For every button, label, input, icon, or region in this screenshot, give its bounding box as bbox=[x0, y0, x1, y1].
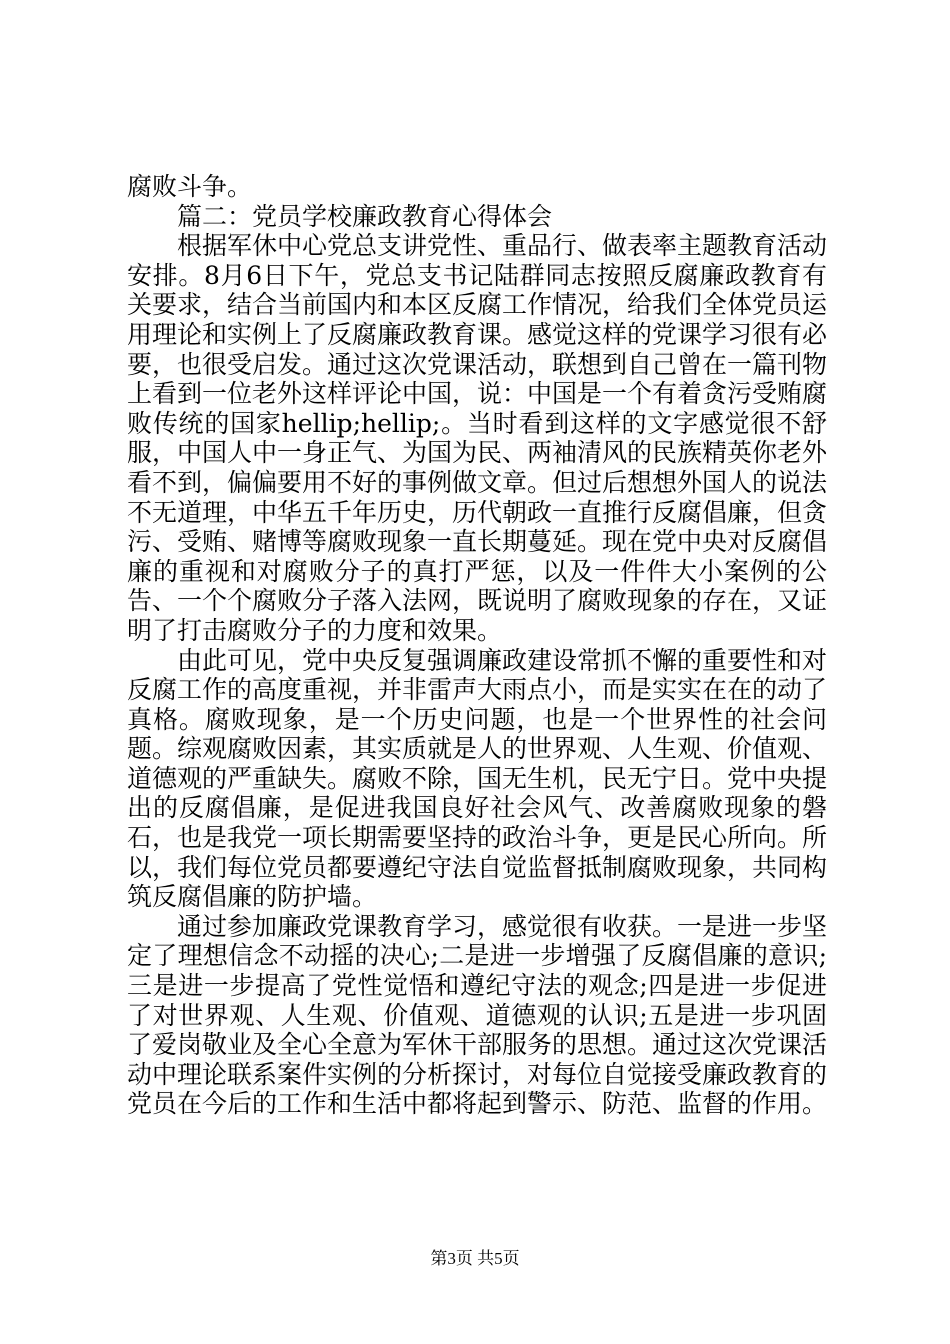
paragraph-continuation: 腐败斗争。 bbox=[127, 172, 253, 201]
paragraph: 通过参加廉政党课教育学习，感觉很有收获。一是进一步坚定了理想信念不动摇的决心;二是进一步增强了反腐倡廉的意识;三是进一步提高了党性觉悟和遵纪守法的观念;四是进一步促进了对世界观、人生观、价值观、道德观的认识;五是进一步巩固了爱岗敬业及全心全意为军休干部服务的思想。通过这次党课活动中理论联系案件实例的分析探讨，对每位自觉接受廉政教育的党员在今后的工作和生活中都将起到警示、防范、监督的作用。 bbox=[127, 911, 828, 1119]
document-body bbox=[127, 172, 827, 1119]
paragraph: 根据军休中心党总支讲党性、重品行、做表率主题教育活动安排。8月6日下午，党总支书记陆群同志按照反腐廉政教育有关要求，结合当前国内和本区反腐工作情况，给我们全体党员运用理论和实例上了反腐廉政教育课。感觉这样的党课学习很有必要，也很受启发。通过这次党课活动，联想到自己曾在一篇刊物上看到一位老外这样评论中国，说：中国是一个有着贪污受贿腐败传统的国家hellip;hellip;。当时看到这样的文字感觉很不舒服，中国人中一身正气、为国为民、两袖清风的民族精英你老外看不到，偏偏要用不好的事例做文章。但过后想想外国人的说法不无道理，中华五千年历史，历代朝政一直推行反腐倡廉，但贪污、受贿、赌博等腐败现象一直长期蔓延。现在党中央对反腐倡廉的重视和对腐败分子的真打严惩，以及一件件大小案例的公告、一个个腐败分子落入法网，既说明了腐败现象的存在，又证明了打击腐败分子的力度和效果。 bbox=[127, 231, 828, 645]
paragraph: 由此可见，党中央反复强调廉政建设常抓不懈的重要性和对反腐工作的高度重视，并非雷声大雨点小，而是实实在在的动了真格。腐败现象，是一个历史问题，也是一个世界性的社会问题。综观腐败因素，其实质就是人的世界观、人生观、价值观、道德观的严重缺失。腐败不除，国无生机，民无宁日。党中央提出的反腐倡廉，是促进我国良好社会风气、改善腐败现象的磐石，也是我党一项长期需要坚持的政治斗争，更是民心所向。所以，我们每位党员都要遵纪守法自觉监督抵制腐败现象，共同构筑反腐倡廉的防护墙。 bbox=[127, 645, 828, 912]
section-heading: 篇二：党员学校廉政教育心得体会 bbox=[177, 201, 553, 231]
page-number-footer: 第3页 共5页 bbox=[430, 1249, 520, 1268]
